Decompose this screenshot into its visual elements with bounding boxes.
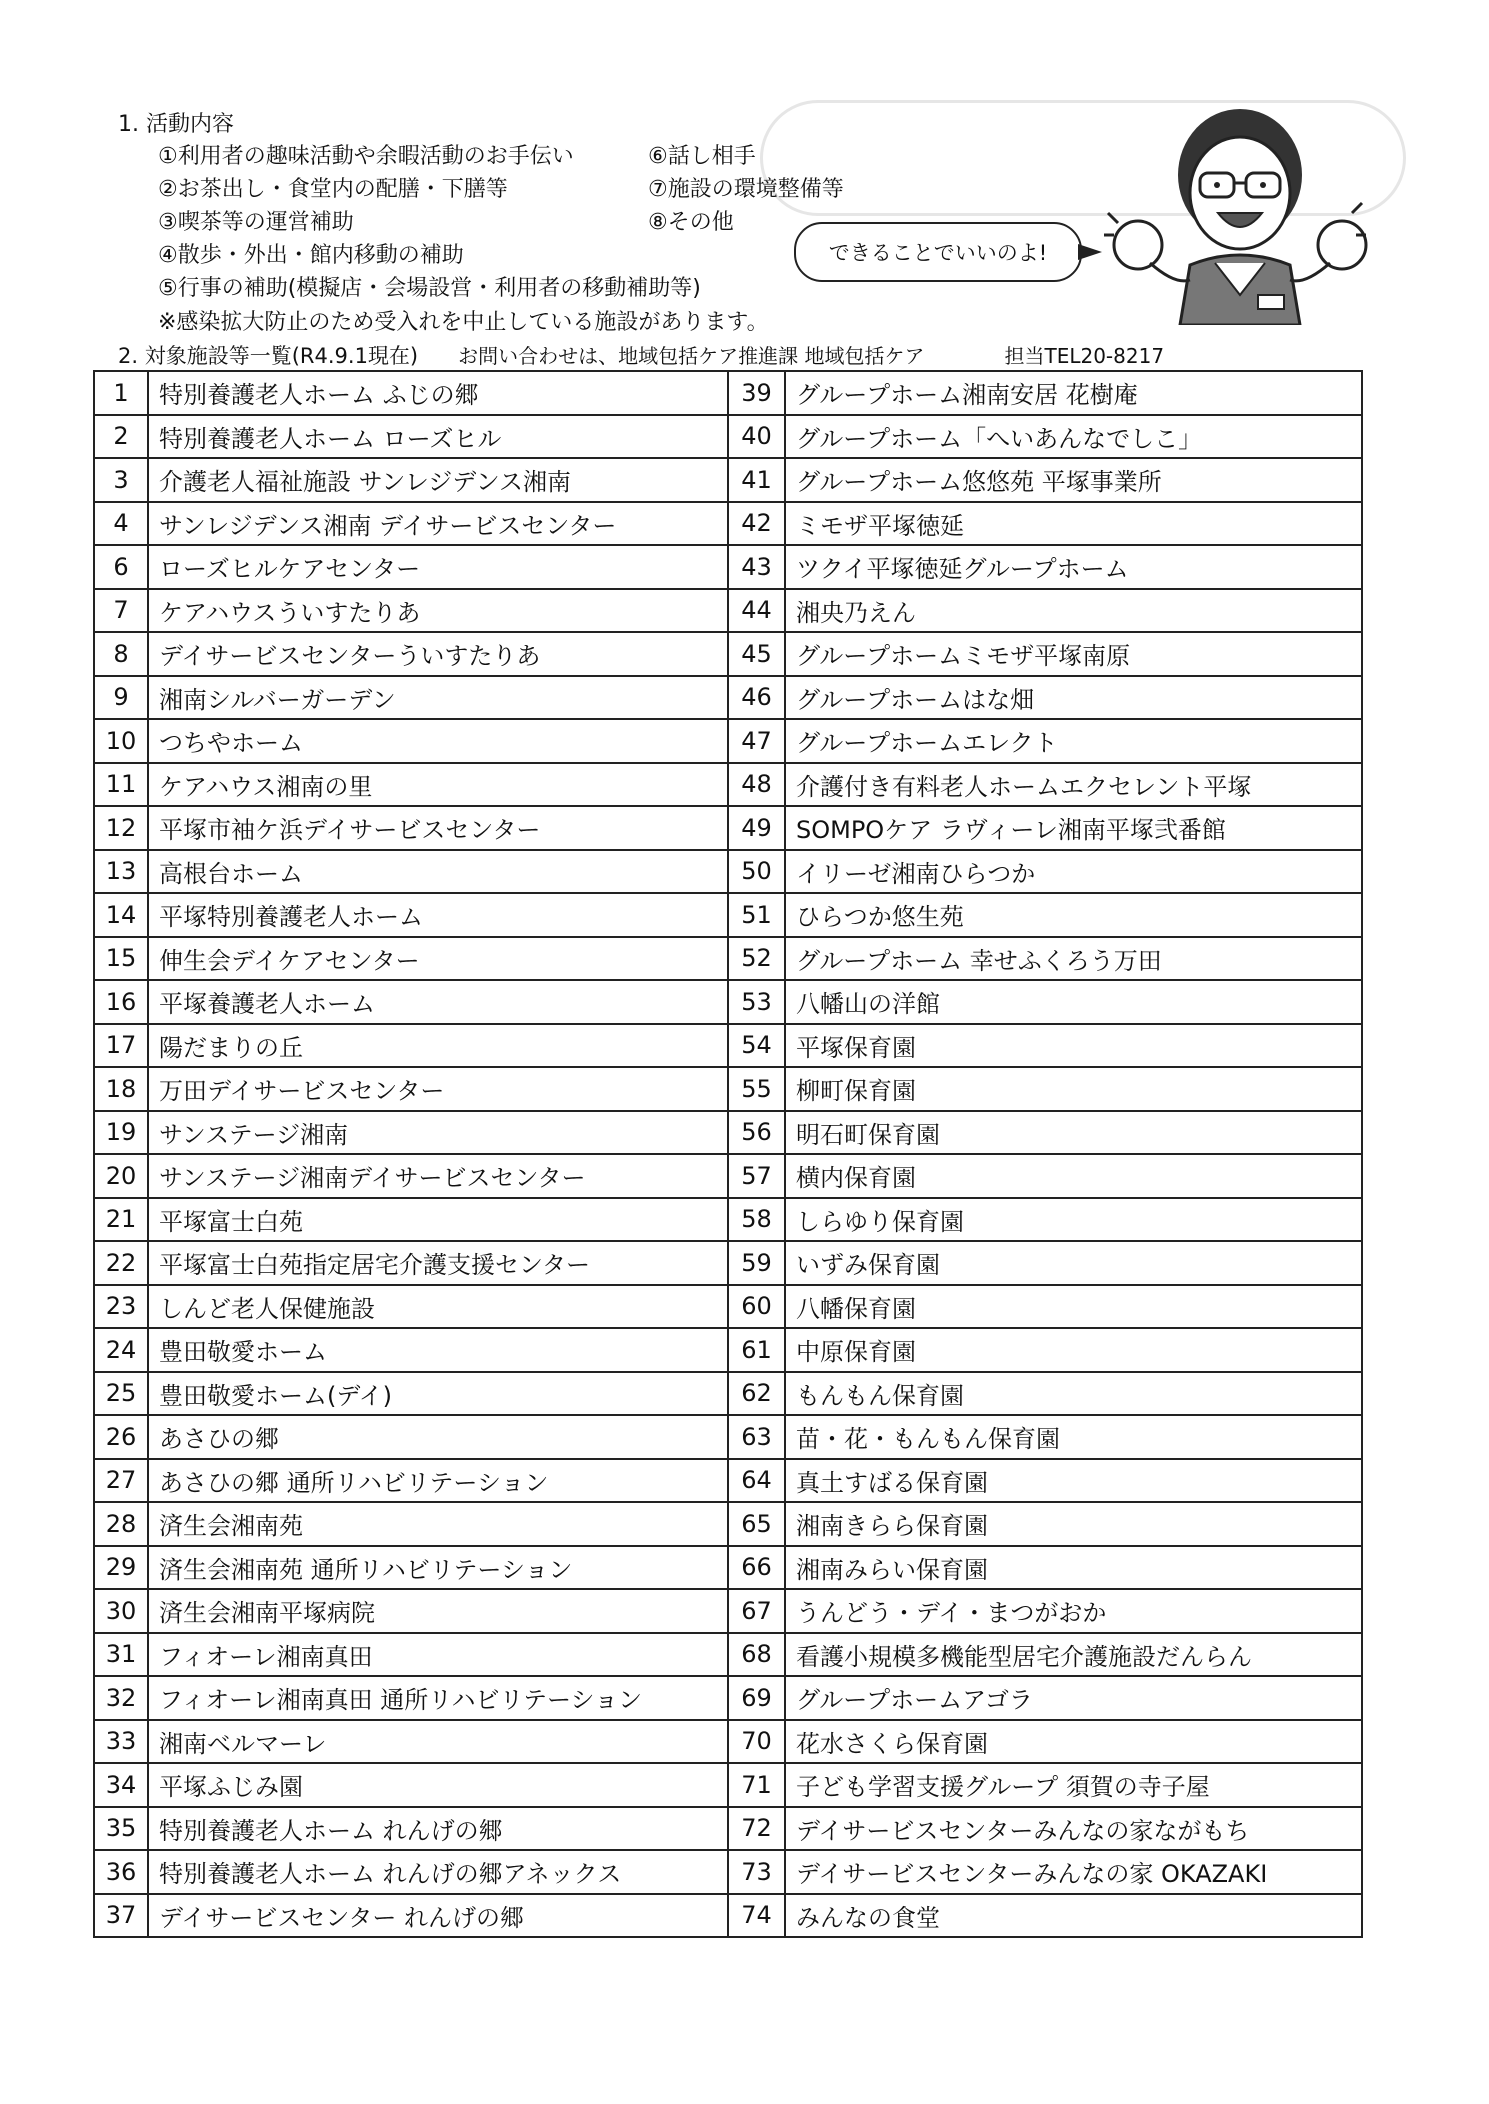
table-row: [94, 502, 1362, 546]
facility-name: グループホームエレクト: [785, 719, 1362, 763]
facility-name: みんなの食堂: [785, 1894, 1362, 1938]
facility-name: デイサービスセンターういすたりあ: [148, 632, 728, 676]
facility-number: 18: [94, 1067, 148, 1111]
table-row: [94, 458, 1362, 502]
activity-item: ①利用者の趣味活動や余暇活動のお手伝い: [158, 144, 574, 169]
facility-name: 八幡山の洋館: [785, 980, 1362, 1024]
facility-name: 湘南ベルマーレ: [148, 1720, 728, 1764]
facility-number: 51: [728, 893, 785, 937]
facility-number: 57: [728, 1154, 785, 1198]
activity-row: [158, 173, 1058, 206]
activity-item: ④散歩・外出・館内移動の補助: [158, 243, 464, 268]
facility-number: 55: [728, 1067, 785, 1111]
table-row: [94, 1720, 1362, 1764]
facility-name: 高根台ホーム: [148, 850, 728, 894]
facility-name: しんど老人保健施設: [148, 1285, 728, 1329]
facility-number: 12: [94, 806, 148, 850]
table-row: [94, 1807, 1362, 1851]
table-row: [94, 1894, 1362, 1938]
facility-name: 平塚ふじみ園: [148, 1763, 728, 1807]
facility-name: 湘央乃えん: [785, 589, 1362, 633]
facility-number: 34: [94, 1763, 148, 1807]
table-row: [94, 415, 1362, 459]
table-row: [94, 545, 1362, 589]
speech-bubble: [794, 222, 1082, 282]
facility-number: 41: [728, 458, 785, 502]
facility-name: 済生会湘南平塚病院: [148, 1589, 728, 1633]
table-row: [94, 1328, 1362, 1372]
facility-name: 特別養護老人ホーム れんげの郷アネックス: [148, 1850, 728, 1894]
facility-number: 1: [94, 371, 148, 415]
facility-number: 45: [728, 632, 785, 676]
activity-item: ③喫茶等の運営補助: [158, 210, 354, 235]
facility-number: 4: [94, 502, 148, 546]
facility-number: 59: [728, 1241, 785, 1285]
facility-number: 58: [728, 1198, 785, 1242]
facility-number: 53: [728, 980, 785, 1024]
table-row: [94, 1024, 1362, 1068]
facility-number: 36: [94, 1850, 148, 1894]
facility-name: ケアハウスういすたりあ: [148, 589, 728, 633]
facility-number: 64: [728, 1459, 785, 1503]
facility-name: 中原保育園: [785, 1328, 1362, 1372]
facility-number: 68: [728, 1633, 785, 1677]
facility-number: 69: [728, 1676, 785, 1720]
facility-name: グループホーム湘南安居 花樹庵: [785, 371, 1362, 415]
facility-name: デイサービスセンターみんなの家 OKAZAKI: [785, 1850, 1362, 1894]
table-row: [94, 1285, 1362, 1329]
facility-number: 60: [728, 1285, 785, 1329]
facility-number: 44: [728, 589, 785, 633]
facility-name: 介護付き有料老人ホームエクセレント平塚: [785, 763, 1362, 807]
facility-table: [93, 370, 1363, 1938]
facility-number: 71: [728, 1763, 785, 1807]
facility-number: 7: [94, 589, 148, 633]
facility-name: 明石町保育園: [785, 1111, 1362, 1155]
table-row: [94, 1372, 1362, 1416]
facility-name: 湘南きらら保育園: [785, 1502, 1362, 1546]
facility-number: 42: [728, 502, 785, 546]
facility-table-body: [94, 371, 1362, 1937]
facility-number: 27: [94, 1459, 148, 1503]
table-row: [94, 850, 1362, 894]
activity-row: [158, 140, 1058, 173]
facility-number: 19: [94, 1111, 148, 1155]
table-row: [94, 980, 1362, 1024]
activity-item: ⑤行事の補助(模擬店・会場設営・利用者の移動補助等): [158, 276, 701, 301]
notice-text: ※感染拡大防止のため受入れを中止している施設があります。: [158, 310, 769, 335]
facility-name: 湘南みらい保育園: [785, 1546, 1362, 1590]
facility-name: うんどう・デイ・まつがおか: [785, 1589, 1362, 1633]
table-row: [94, 1633, 1362, 1677]
facility-number: 54: [728, 1024, 785, 1068]
facility-number: 35: [94, 1807, 148, 1851]
facility-number: 30: [94, 1589, 148, 1633]
facility-number: 6: [94, 545, 148, 589]
activity-item: ⑦施設の環境整備等: [648, 177, 844, 202]
facility-name: あさひの郷 通所リハビリテーション: [148, 1459, 728, 1503]
facility-name: 横内保育園: [785, 1154, 1362, 1198]
facility-number: 37: [94, 1894, 148, 1938]
facility-name: イリーゼ湘南ひらつか: [785, 850, 1362, 894]
facility-name: 湘南シルバーガーデン: [148, 676, 728, 720]
activity-item: ⑧その他: [648, 210, 734, 235]
facility-name: あさひの郷: [148, 1415, 728, 1459]
facility-name: グループホーム「へいあんなでしこ」: [785, 415, 1362, 459]
facility-number: 74: [728, 1894, 785, 1938]
facility-name: フィオーレ湘南真田: [148, 1633, 728, 1677]
facility-name: 豊田敬愛ホーム(デイ): [148, 1372, 728, 1416]
table-row: [94, 1111, 1362, 1155]
table-row: [94, 719, 1362, 763]
facility-name: 特別養護老人ホーム れんげの郷: [148, 1807, 728, 1851]
facility-number: 50: [728, 850, 785, 894]
facility-number: 8: [94, 632, 148, 676]
facility-name: サンステージ湘南デイサービスセンター: [148, 1154, 728, 1198]
facility-number: 63: [728, 1415, 785, 1459]
facility-name: デイサービスセンターみんなの家ながもち: [785, 1807, 1362, 1851]
facility-name: 済生会湘南苑 通所リハビリテーション: [148, 1546, 728, 1590]
table-row: [94, 676, 1362, 720]
tel-text: 担当TEL20-8217: [1004, 344, 1165, 368]
facility-number: 21: [94, 1198, 148, 1242]
facility-number: 14: [94, 893, 148, 937]
facility-number: 56: [728, 1111, 785, 1155]
table-row: [94, 589, 1362, 633]
table-row: [94, 763, 1362, 807]
facility-name: しらゆり保育園: [785, 1198, 1362, 1242]
table-row: [94, 1154, 1362, 1198]
facility-name: 平塚特別養護老人ホーム: [148, 893, 728, 937]
section2-heading-line: [118, 340, 1164, 370]
facility-number: 70: [728, 1720, 785, 1764]
facility-name: 万田デイサービスセンター: [148, 1067, 728, 1111]
facility-number: 28: [94, 1502, 148, 1546]
facility-name: 看護小規模多機能型居宅介護施設だんらん: [785, 1633, 1362, 1677]
facility-name: グループホームはな畑: [785, 676, 1362, 720]
facility-name: グループホーム 幸せふくろう万田: [785, 937, 1362, 981]
activity-item: ⑥話し相手: [648, 144, 756, 169]
table-row: [94, 1198, 1362, 1242]
facility-name: 柳町保育園: [785, 1067, 1362, 1111]
table-row: [94, 1546, 1362, 1590]
facility-name: SOMPOケア ラヴィーレ湘南平塚弐番館: [785, 806, 1362, 850]
facility-name: 花水さくら保育園: [785, 1720, 1362, 1764]
facility-number: 49: [728, 806, 785, 850]
facility-name: 八幡保育園: [785, 1285, 1362, 1329]
facility-number: 61: [728, 1328, 785, 1372]
facility-name: いずみ保育園: [785, 1241, 1362, 1285]
facility-number: 43: [728, 545, 785, 589]
facility-name: フィオーレ湘南真田 通所リハビリテーション: [148, 1676, 728, 1720]
facility-name: グループホームアゴラ: [785, 1676, 1362, 1720]
facility-number: 31: [94, 1633, 148, 1677]
facility-number: 62: [728, 1372, 785, 1416]
facility-number: 10: [94, 719, 148, 763]
facility-number: 11: [94, 763, 148, 807]
facility-name: 平塚富士白苑: [148, 1198, 728, 1242]
facility-name: ひらつか悠生苑: [785, 893, 1362, 937]
table-row: [94, 1676, 1362, 1720]
facility-number: 16: [94, 980, 148, 1024]
facility-number: 39: [728, 371, 785, 415]
facility-name: 平塚保育園: [785, 1024, 1362, 1068]
facility-number: 15: [94, 937, 148, 981]
facility-name: ミモザ平塚徳延: [785, 502, 1362, 546]
facility-name: デイサービスセンター れんげの郷: [148, 1894, 728, 1938]
facility-name: ケアハウス湘南の里: [148, 763, 728, 807]
facility-name: 平塚養護老人ホーム: [148, 980, 728, 1024]
table-row: [94, 1415, 1362, 1459]
facility-number: 3: [94, 458, 148, 502]
facility-number: 2: [94, 415, 148, 459]
facility-name: 子ども学習支援グループ 須賀の寺子屋: [785, 1763, 1362, 1807]
facility-name: 豊田敬愛ホーム: [148, 1328, 728, 1372]
facility-number: 72: [728, 1807, 785, 1851]
table-row: [94, 1502, 1362, 1546]
facility-name: ツクイ平塚徳延グループホーム: [785, 545, 1362, 589]
facility-number: 20: [94, 1154, 148, 1198]
section2-heading: 2. 対象施設等一覧(R4.9.1現在): [118, 344, 419, 368]
facility-number: 24: [94, 1328, 148, 1372]
facility-name: サンレジデンス湘南 デイサービスセンター: [148, 502, 728, 546]
table-row: [94, 937, 1362, 981]
facility-number: 9: [94, 676, 148, 720]
facility-name: 済生会湘南苑: [148, 1502, 728, 1546]
facility-number: 17: [94, 1024, 148, 1068]
table-row: [94, 371, 1362, 415]
facility-name: ローズヒルケアセンター: [148, 545, 728, 589]
table-row: [94, 1763, 1362, 1807]
table-row: [94, 1067, 1362, 1111]
facility-name: 苗・花・もんもん保育園: [785, 1415, 1362, 1459]
facility-name: もんもん保育園: [785, 1372, 1362, 1416]
facility-name: 陽だまりの丘: [148, 1024, 728, 1068]
facility-name: グループホーム悠悠苑 平塚事業所: [785, 458, 1362, 502]
table-row: [94, 1241, 1362, 1285]
facility-number: 66: [728, 1546, 785, 1590]
facility-name: 介護老人福祉施設 サンレジデンス湘南: [148, 458, 728, 502]
facility-number: 65: [728, 1502, 785, 1546]
table-row: [94, 1459, 1362, 1503]
facility-number: 23: [94, 1285, 148, 1329]
facility-number: 48: [728, 763, 785, 807]
facility-name: つちやホーム: [148, 719, 728, 763]
contact-text: お問い合わせは、地域包括ケア推進課 地域包括ケア: [458, 344, 925, 368]
table-row: [94, 632, 1362, 676]
facility-name: 特別養護老人ホーム ふじの郷: [148, 371, 728, 415]
facility-number: 33: [94, 1720, 148, 1764]
facility-number: 22: [94, 1241, 148, 1285]
table-row: [94, 806, 1362, 850]
facility-number: 29: [94, 1546, 148, 1590]
facility-name: グループホームミモザ平塚南原: [785, 632, 1362, 676]
facility-number: 73: [728, 1850, 785, 1894]
mascot-illustration-icon: [1090, 95, 1370, 325]
facility-name: 伸生会デイケアセンター: [148, 937, 728, 981]
facility-number: 26: [94, 1415, 148, 1459]
speech-text: できることでいいのよ!: [828, 241, 1048, 265]
table-row: [94, 1850, 1362, 1894]
facility-name: 平塚市袖ケ浜デイサービスセンター: [148, 806, 728, 850]
facility-name: 特別養護老人ホーム ローズヒル: [148, 415, 728, 459]
facility-number: 40: [728, 415, 785, 459]
facility-number: 25: [94, 1372, 148, 1416]
activity-item: ②お茶出し・食堂内の配膳・下膳等: [158, 177, 508, 202]
section1-heading: 1. 活動内容: [118, 112, 234, 137]
facility-number: 52: [728, 937, 785, 981]
facility-name: 真土すばる保育園: [785, 1459, 1362, 1503]
table-row: [94, 1589, 1362, 1633]
facility-name: サンステージ湘南: [148, 1111, 728, 1155]
facility-number: 47: [728, 719, 785, 763]
facility-number: 46: [728, 676, 785, 720]
facility-name: 平塚富士白苑指定居宅介護支援センター: [148, 1241, 728, 1285]
facility-number: 13: [94, 850, 148, 894]
facility-number: 67: [728, 1589, 785, 1633]
table-row: [94, 893, 1362, 937]
facility-number: 32: [94, 1676, 148, 1720]
